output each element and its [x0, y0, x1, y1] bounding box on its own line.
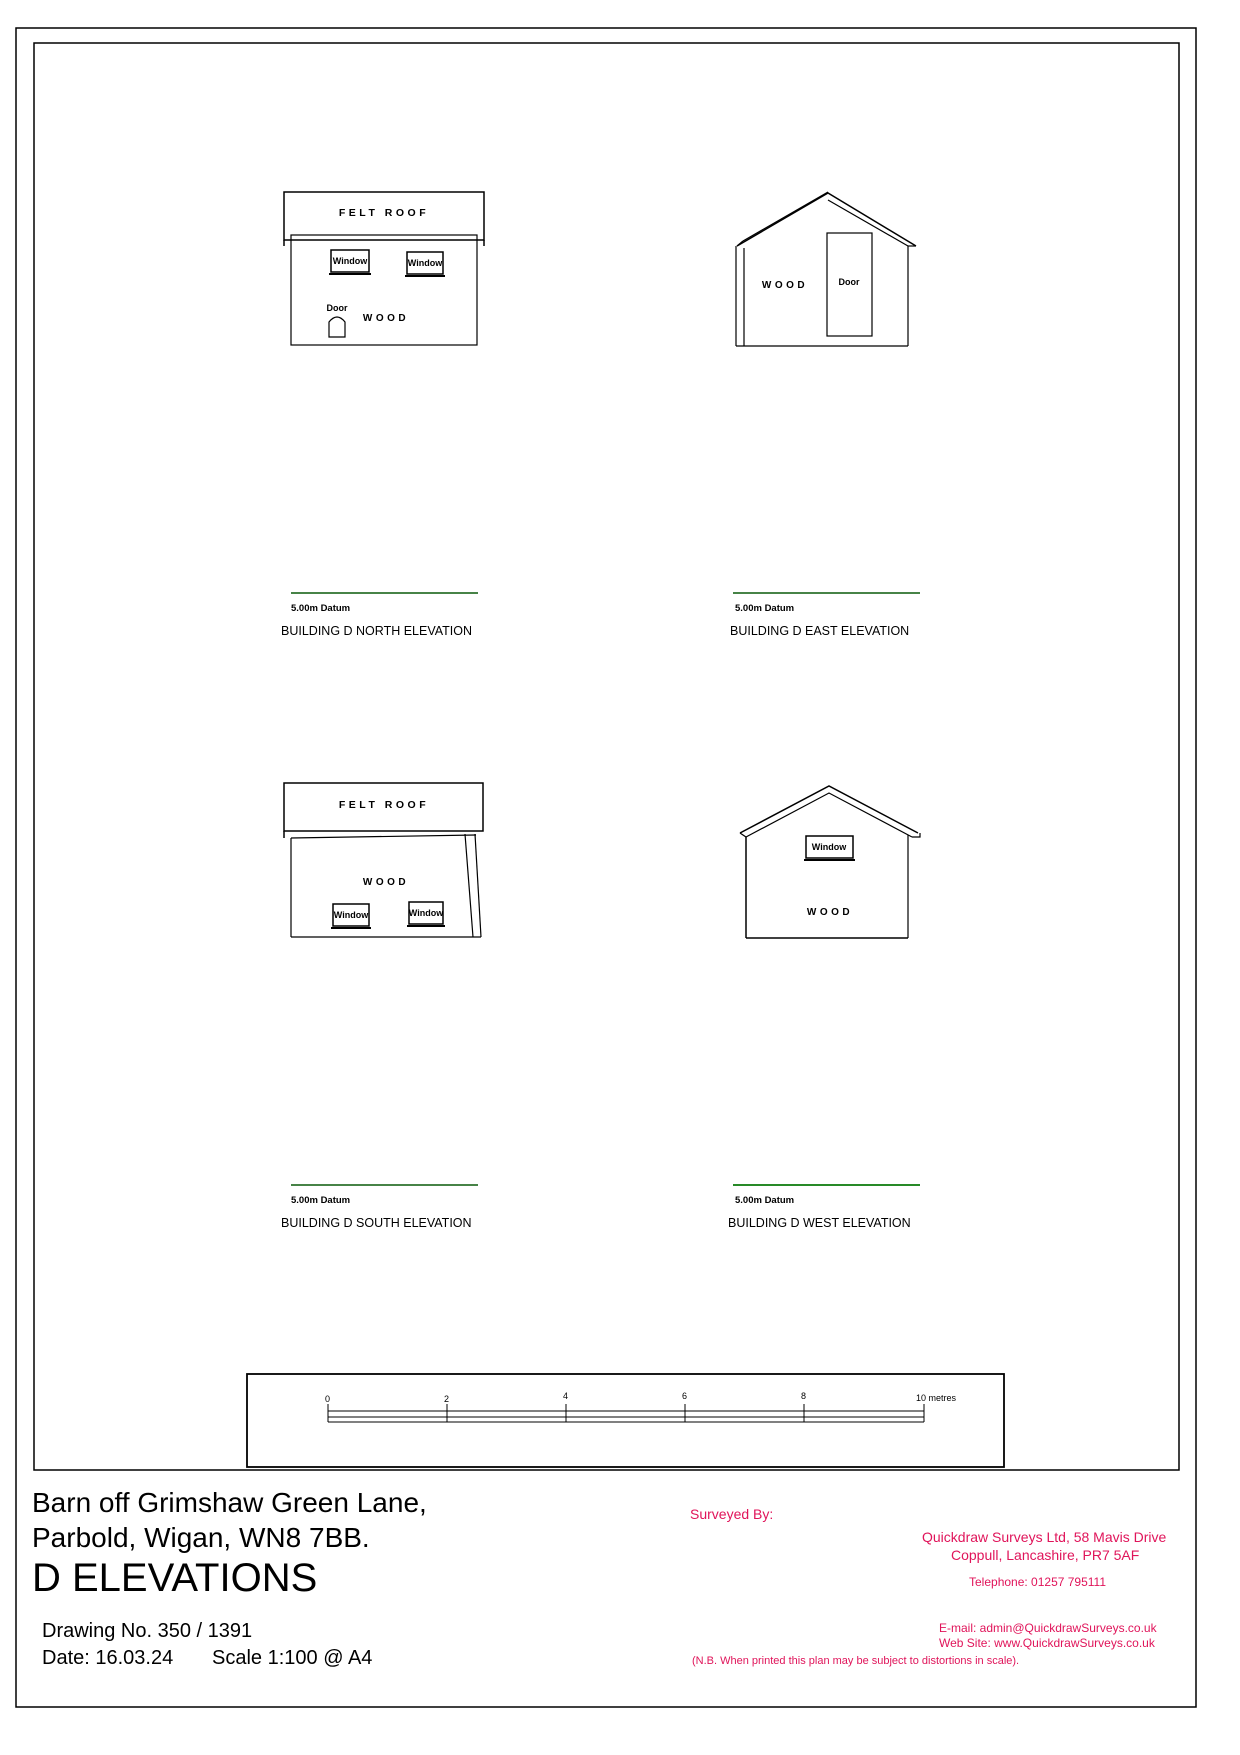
east-elevation-title: BUILDING D EAST ELEVATION [730, 624, 910, 638]
east-door-label: Door [838, 277, 860, 287]
west-datum-label: 5.00m Datum [735, 1195, 795, 1206]
drawing-number: Drawing No. 350 / 1391 [42, 1620, 253, 1642]
drawing-frame [34, 43, 1179, 1470]
scale-bar [247, 1374, 1004, 1467]
scale-tick-0: 0 [325, 1394, 331, 1404]
drawing-date: Date: 16.03.24 [42, 1647, 174, 1669]
address-line-2: Parbold, Wigan, WN8 7BB. [32, 1522, 370, 1553]
company-line-2: Coppull, Lancashire, PR7 5AF [951, 1547, 1140, 1563]
north-door-label: Door [326, 303, 348, 313]
company-line-1: Quickdraw Surveys Ltd, 58 Mavis Drive [922, 1529, 1167, 1545]
west-window-label: Window [811, 842, 847, 852]
north-window-label-2: Window [407, 258, 443, 268]
north-window-label-1: Window [332, 256, 368, 266]
drawing-scale: Scale 1:100 @ A4 [212, 1647, 373, 1669]
north-elevation [284, 192, 484, 593]
south-wall-label: WOOD [362, 877, 410, 888]
telephone: Telephone: 01257 795111 [969, 1575, 1107, 1589]
south-elevation [284, 783, 483, 1185]
east-datum-label: 5.00m Datum [735, 603, 795, 614]
south-window-label-2: Window [408, 908, 444, 918]
west-elevation-title: BUILDING D WEST ELEVATION [728, 1216, 911, 1230]
west-wall-label: WOOD [806, 907, 854, 918]
email-address: E-mail: admin@QuickdrawSurveys.co.uk [939, 1621, 1157, 1635]
surveyed-by-label: Surveyed By: [690, 1506, 774, 1522]
east-elevation [733, 192, 920, 593]
north-roof-label: FELT ROOF [338, 207, 430, 219]
north-wall-label: WOOD [362, 313, 410, 324]
website-address: Web Site: www.QuickdrawSurveys.co.uk [939, 1636, 1155, 1650]
south-datum-label: 5.00m Datum [291, 1195, 351, 1206]
scale-tick-4: 4 [563, 1391, 569, 1401]
north-datum-label: 5.00m Datum [291, 603, 351, 614]
scale-end-label: 10 metres [916, 1393, 957, 1403]
east-wall-label: WOOD [761, 280, 809, 291]
scale-disclaimer: (N.B. When printed this plan may be subject to distortions in scale). [692, 1655, 1020, 1667]
south-elevation-title: BUILDING D SOUTH ELEVATION [281, 1216, 472, 1230]
scale-tick-8: 8 [801, 1391, 807, 1401]
south-roof-label: FELT ROOF [338, 799, 430, 811]
south-window-label-1: Window [333, 910, 369, 920]
sheet-title: D ELEVATIONS [32, 1556, 318, 1600]
scale-tick-6: 6 [682, 1391, 688, 1401]
north-elevation-title: BUILDING D NORTH ELEVATION [281, 624, 473, 638]
address-line-1: Barn off Grimshaw Green Lane, [32, 1487, 427, 1518]
outer-border [16, 28, 1196, 1707]
scale-tick-2: 2 [444, 1394, 450, 1404]
